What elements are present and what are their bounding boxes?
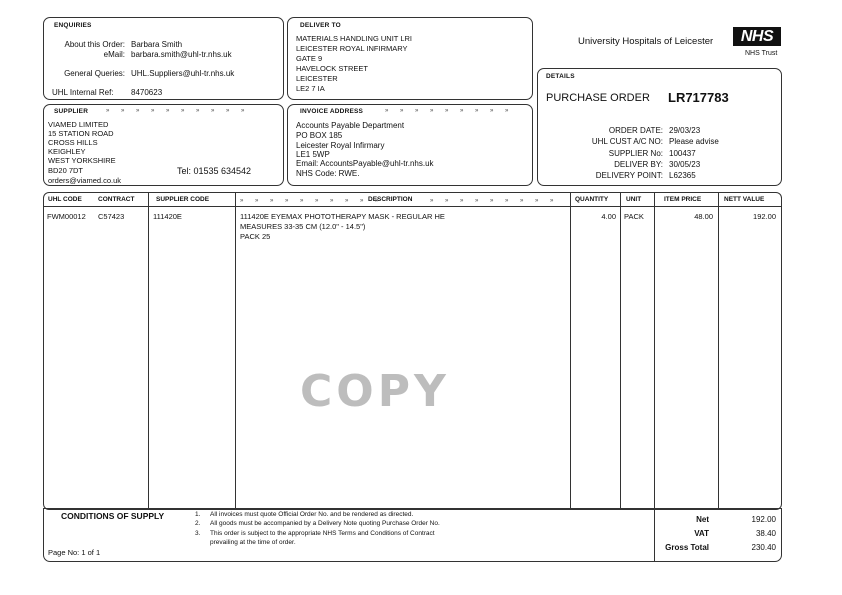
col-divider [620,192,621,510]
conditions-title: CONDITIONS OF SUPPLY [61,511,165,521]
col-nett-value: NETT VALUE [724,196,765,203]
supplier-line: CROSS HILLS [48,138,98,147]
supplier-line: VIAMED LIMITED [48,120,109,129]
details-box [537,68,782,186]
copy-watermark: COPY [300,366,450,417]
invoice-header: INVOICE ADDRESS [300,108,364,115]
cell-unit: PACK [624,212,644,221]
col-divider [235,192,236,510]
col-uhl-code: UHL CODE [48,196,82,203]
org-name: University Hospitals of Leicester [578,36,714,47]
nhs-logo: NHS [733,27,781,46]
invoice-box [287,104,533,186]
supplier-line: KEIGHLEY [48,147,86,156]
enquiries-box [43,17,284,100]
cust-ac-value: Please advise [669,137,719,146]
delivery-point-label: DELIVERY POINT: [595,171,663,180]
items-table [43,192,782,510]
email-label: eMail: [103,50,125,59]
deliver-by-label: DELIVER BY: [614,160,663,169]
deliver-line: LEICESTER ROYAL INFIRMARY [296,44,408,53]
deliver-line: LEICESTER [296,74,338,83]
delivery-point-value: L62365 [669,171,696,180]
gross-value: 230.40 [751,543,776,552]
cell-description: MEASURES 33-35 CM (12.0" - 14.5") [240,222,366,231]
condition-num: 3. [195,530,201,537]
ref-value: 8470623 [131,88,163,97]
cell-quantity: 4.00 [601,212,616,221]
cell-item-price: 48.00 [694,212,713,221]
general-label: General Queries: [64,69,125,78]
deliver-line: HAVELOCK STREET [296,64,368,73]
cell-contract: C57423 [98,212,125,221]
about-label: About this Order: [64,40,125,49]
condition-num: 1. [195,511,201,518]
order-date-value: 29/03/23 [669,126,701,135]
col-contract: CONTRACT [98,196,135,203]
enquiries-header: ENQUIRIES [54,22,92,29]
po-number: LR717783 [668,90,729,105]
col-divider [148,192,149,510]
col-unit: UNIT [626,196,642,203]
net-value: 192.00 [751,515,776,524]
condition-num: 2. [195,520,201,527]
condition-text: All invoices must quote Official Order No. and be rendered as directed. [210,511,414,518]
supplier-no-label: SUPPLIER No: [608,149,663,158]
invoice-line: PO BOX 185 [296,131,343,140]
footer-divider [654,508,655,562]
details-header: DETAILS [546,73,575,80]
supplier-header: SUPPLIER [54,108,89,115]
net-label: Net [696,515,709,524]
about-name: Barbara Smith [131,40,183,49]
gross-label: Gross Total [665,543,709,552]
cell-description: PACK 25 [240,232,271,241]
deliver-line: MATERIALS HANDLING UNIT LRI [296,34,412,43]
header-dots: » » » » » » » » » [385,108,514,114]
col-description: DESCRIPTION [368,196,413,203]
cell-description: 111420E EYEMAX PHOTOTHERAPY MASK - REGULAR HE [240,212,445,221]
cell-nett-value: 192.00 [753,212,776,221]
po-label: PURCHASE ORDER [546,92,650,104]
col-item-price: ITEM PRICE [664,196,702,203]
ref-label: UHL Internal Ref: [52,88,114,97]
header-dots: » » » » » » » » » » [240,198,384,204]
cell-uhl-code: FWM00012 [47,212,86,221]
col-quantity: QUANTITY [575,196,609,203]
supplier-line: 15 STATION ROAD [48,129,114,138]
supplier-email: orders@viamed.co.uk [48,176,122,185]
invoice-line: Leicester Royal Infirmary [296,141,385,150]
header-dots: » » » » » » » » » [430,198,559,204]
col-divider [570,192,571,510]
general-value: UHL.Suppliers@uhl-tr.nhs.uk [131,69,235,78]
nhs-trust: NHS Trust [745,50,778,57]
invoice-line: LE1 5WP [296,150,330,159]
condition-text: All goods must be accompanied by a Delivery Note quoting Purchase Order No. [210,520,440,527]
col-divider [654,192,655,510]
supplier-tel: Tel: 01535 634542 [177,166,252,176]
supplier-no-value: 100437 [669,149,696,158]
page-number: Page No: 1 of 1 [48,548,101,557]
cell-supplier-code: 111420E [153,212,182,221]
header-rule [43,206,782,207]
vat-value: 38.40 [755,529,776,538]
invoice-line: Accounts Payable Department [296,121,405,130]
supplier-line: BD20 7DT [48,166,84,175]
supplier-line: WEST YORKSHIRE [48,156,116,165]
deliver-line: GATE 9 [296,54,323,63]
email-value: barbara.smith@uhl-tr.nhs.uk [131,50,232,59]
col-divider [718,192,719,510]
invoice-line: NHS Code: RWE. [296,169,360,178]
invoice-line: Email: AccountsPayable@uhl-tr.nhs.uk [296,159,434,168]
supplier-box [43,104,284,186]
vat-label: VAT [694,529,709,538]
header-dots: » » » » » » » » » » [106,108,250,114]
cust-ac-label: UHL CUST A/C NO: [591,137,663,146]
deliver-to-header: DELIVER TO [300,22,341,29]
condition-text: prevailing at the time of order. [210,539,296,546]
col-supplier-code: SUPPLIER CODE [156,196,210,203]
condition-text: This order is subject to the appropriate NHS Terms and Conditions of Contract [210,530,435,537]
order-date-label: ORDER DATE: [608,126,663,135]
deliver-by-value: 30/05/23 [669,160,701,169]
deliver-to-box [287,17,533,100]
deliver-line: LE2 7 IA [296,84,325,93]
